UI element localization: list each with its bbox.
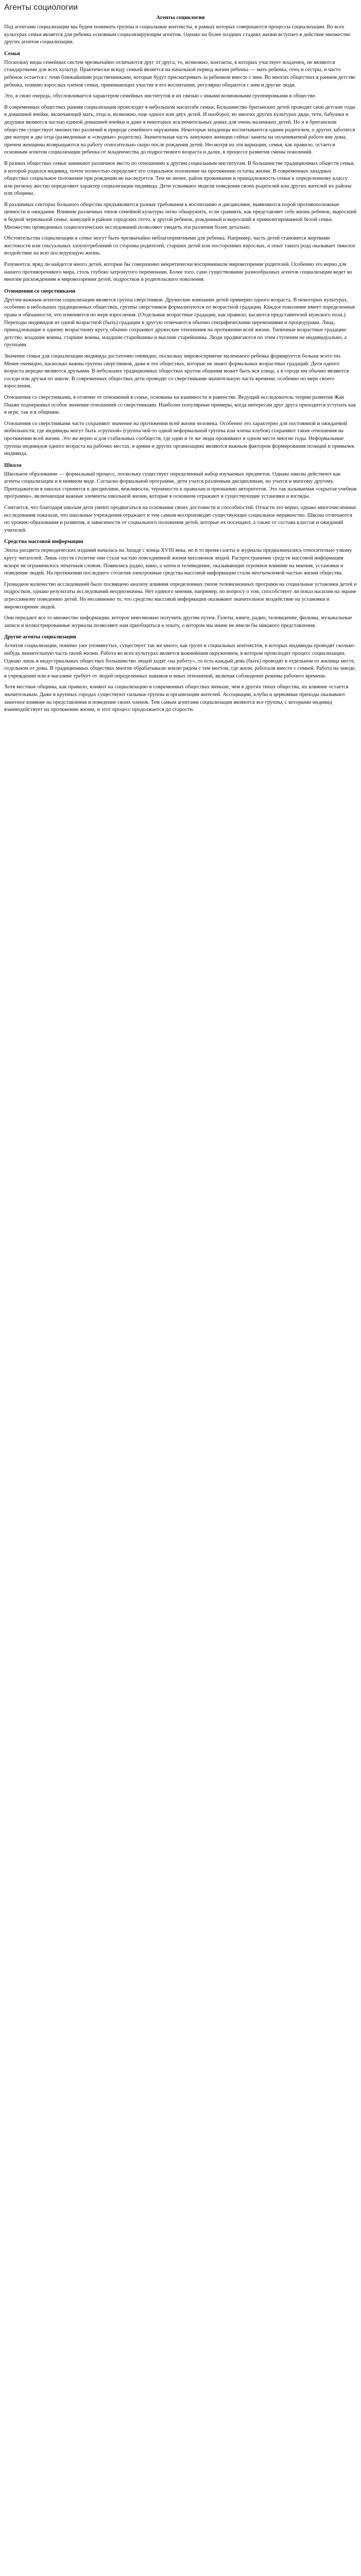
- section-heading: Семья: [4, 50, 20, 57]
- paragraph: Обстоятельства социализации в семье могут быть чрезвычайно неблагоприятными для ребенка. Например, часть детей становятся жертвами жестокости или сексуальных злоупотреблений со стороны родителей, старших детей или посторонних взрослых, и опыт такого рода оказывает тяжелое воздействие на всю последующую жизнь.: [4, 235, 356, 257]
- paragraph: Громадное количество исследований было посвящено анализу влияния определенных типов телевизионных программ на социальные установки детей и подростков, однако результаты исследований неоднозначны. Нет единого мнения, например, по вопросу о том, способствует ли показ насилия на экране агрессивному поведению детей. Но несомненно то, что средства массовой информации оказывают значительное воздействие на установки и мировоззрение людей.: [4, 581, 357, 610]
- paragraph: В различных секторах большого общества предъявляются разные требования к воспитанию и дисциплине, выявляются порой противоположные ценности и ожидания. Влияние различных типов семейной культуры легко обнаружить, если сравнить, как представляет себе жизнь ребенок, выросший в бедной черномазой семье, живущей в районе городских гетто, и другой ребенок, рожденный и выросший в привилегированной белой семье. Множество проведенных социологических исследований позволяют увидеть эти различия более детально.: [4, 201, 357, 230]
- paragraph: Поскольку виды семейных систем чрезвычайно отличаются друг от друга, то, возможно, контакты, в которых участвует младенец, не являются стандартными для всех культур. Практически всюду семьей является на начальной период жизни ребенка — мать ребенка, отец и сестры, и часто ребенок остается с теми ближайшими родственниками, которые будут присматривать за ребенком вместе с ним. Во многих обществах в раннем детстве ребенка, помимо взрослых членов семьи, принимающих участие в его воспитании, регулярно общаются с ним и другие люди.: [4, 59, 356, 88]
- paragraph: Эпоха расцвета периодических изданий началась на Западе с конца XVIII века, но в то время газеты и журналы предназначались относительно узкому кругу читателей. Лишь спустя столетие они стали частью повседневной жизни миллионов людей. Распространение средств массовой информации вскоре не ограничилось печатным словом. Появились радио, кино, а затем и телевидение, оказывающие огромное влияние на мнения, установки и поведение людей. На протяжении последнего столетия электронные средства массовой информации стали неотъемлемой частью жизни общества.: [4, 548, 352, 577]
- paragraph: Хотя местные общины, как правило, влияют на социализацию в современных обществах меньше, чем в других типах общества, их влияние остается значительным. Даже в крупных городах существуют сильные группы и организации жителей. Ассоциации, клубы и церковные приходы оказывают заметное влияние на представления и поведение своих членов. Тем самым агентами социализации являются все группы, с которыми индивид взаимодействует на протяжении жизни, и этот процесс продолжается до старости.: [4, 684, 349, 713]
- paragraph: Школьное образование — формальный процесс, поскольку существует определенный набор изучаемых предметов. Однако школы действуют как агенты социализации и в неявном виде. Согласно формальной программе, дети учатся различным дисциплинам, но учатся и многому другому. Преподаватели в школах стремятся к дисциплине, вежливости, терпимости к правилам и признанию авторитетов. Это так называемая «скрытая учебная программа», включающая важные элементы школьной жизни, которые в основном отражают в существующие установки и взгляды.: [4, 471, 357, 500]
- section-heading: Школа: [4, 462, 22, 468]
- paragraph: Они передают все то множество информации, которое невозможно получить другим путем. Газеты, книги, радио, телевидение, фильмы, музыкальные записи и иллюстрированные журналы позволяют нам приобщиться к опыту, о котором мы иначе не имели бы никакого представления.: [4, 615, 352, 629]
- paragraph: Другим важным агентом социализации является группа сверстников. Дружеские компании детей примерно одного возраста. В некоторых культурах, особенно в небольших традиционных обществах, группы сверстников формализуются по возрастной градации. Каждое поколение имеет определенные права и обязанности, что изменяется по мере взросления. (Отдельные возрастные градации, как правило, касаются представителей мужского пола.) Переходы индивидов из одной возрастной (быть) градации в другую отмечаются обычно специфическими церемониями и процедурами. Лица, принадлежащие к одному возрастному кругу, обычно сохраняют дружеские отношения на протяжении всей жизни. Типичные возрастные градации: детство, младшие воины, старшие воины, младшие старейшины и высшие старейшины. Люди продвигаются по этим ступеням не индивидуально, а группами.: [4, 297, 355, 348]
- paragraph: Считается, что благодаря школам дети умеют продвигаться на основании своих достоинств и способностей. Отчасти это верно, однако многочисленные исследования показали, что школьные учреждения отражают и тем самым воспроизводят существующее социальное неравенство. Школы отличаются по уровню образования и развития, в зависимости от социального положения детей, которые их посещают, а также от состава классов и ожиданий учителей.: [4, 505, 356, 533]
- paragraph: Это, в свою очередь, обусловливается характером семейных институтов и их связью с иными возможными группировками в обществе.: [4, 93, 317, 99]
- paragraph: Под агентами социализации мы будем понимать группы и социальные контексты, в рамках которых совершаются процессы социализации. Во всех культурах семья является для ребенка основным социализирующим агентом. Однако на более поздних стадиях жизни вступает в действие множество других агентов социализации.: [4, 24, 351, 45]
- section-heading: Другие агенты социализации: [4, 634, 76, 640]
- paragraph: В современных обществах ранняя социализация происходит в небольшом масштабе семьи. Большинство британских детей проводят свои детские годы в домашней ячейке, включающей мать, отца и, возможно, еще одного или двух детей. И наоборот, во многих других культурах дяди, тети, бабушки и дедушки являются частью единой домашней ячейки и даже в некоторых исключительных домах для очень маленьких детей. Но и в британском обществе существует множество различий в природе семейного окружения. Некоторые младенцы воспитываются одним родителем, о других заботятся две матери и два отца (разведенные и «сводные» родители). Значительная часть замужних женщин сейчас заняты на оплачиваемой работе вне дома, причем женщины возвращаются на работу относительно скоро после рождения детей. Несмотря на эти вариации, семья, как правило, остается основным агентом социализации ребенка от младенчества до подросткового возраста и далее, в процессе развития смены поколений.: [4, 104, 355, 156]
- section-heading: Отношения со сверстниками: [4, 288, 76, 294]
- paragraph: Агентов социализации, помимо уже упомянутых, существует так же много, как групп и социальных контекстов, в которых индивиды проводят сколько-нибудь значительную часть своей жизни. Работа во всех культурах является важнейшим окружением, в котором происходит процесс социализации. Однако лишь в индустриальных обществах большинство людей ходят «на работу», то есть каждый день (быть) проводят в отдельном от жилища месте, отдельном от дома. В традиционных обществах многие обрабатывали землю рядом с тем местом, где жили, работали вместе с семьей. Работа на заводе, в учреждении или в магазине требует от людей определенных навыков и иных отношений, включая соблюдение режима рабочего времени.: [4, 643, 356, 679]
- document-section: [4, 538, 357, 630]
- paragraph: Отношения со сверстниками, в отличие от отношений в семье, основаны на взаимности и равенстве. Ведущий исследователь теории развития Жан Пиаже подчеркивал особое значение отношений со сверстниками. Наиболее популярные примеры, когда интересам друг друга приходится уступать как в игре, так и в общении.: [4, 394, 356, 416]
- paragraph: Отношения со сверстниками часто сохраняют значение на протяжении всей жизни человека. Особенно это характерно для постоянной и ожидаемой мобильности, где индивиды могут быть «группой» (группа чей-то одной неформальной группы или члены клубов) сохраняют такие отношения на протяжении всей жизни. Это же верно и для стабильных сообществ, где одни и те же люди проживают в одном месте многие годы. Неформальные группы индивидов одного возраста на рабочих местах, в армии и других организациях являются важным фактором формирования позиций и привычек индивида.: [4, 420, 355, 457]
- document-body: [4, 24, 357, 714]
- section-heading: Средства массовой информации: [4, 539, 83, 545]
- document-section: [4, 24, 357, 46]
- document-title: Агенты социологии: [156, 15, 205, 21]
- page-title: Агенты социологии: [4, 3, 78, 12]
- document-section: [4, 462, 357, 535]
- document-section: [4, 634, 357, 714]
- document-section: [4, 50, 357, 284]
- document-section: [4, 288, 357, 458]
- paragraph: В разных обществах семьи занимают различное место по отношению к другим социальным институтам. В большинстве традиционных обществ семья, в которой родился индивид, почти полностью определяет его социальное положение на протяжении остатка жизни. В современных западных обществах социальное положение при рождении не наследуется. Тем не менее, район проживания и принадлежность семьи к определенному классу или региону жестко определяют характер социализации индивида. Дети усваивают модели поведения своих родителей или других жителей их района или общины.: [4, 160, 355, 197]
- paragraph: Разумеется, вряд ли найдется много детей, которые бы совершенно некритически воспринимали мировоззрение родителей. Особенно это верно для нашего противоречивого мира, столь глубоко затронутого переменами. Более того, само существование разнообразных агентов социализации ведет ко многим расхождениям в мировоззрении детей, подростков и родительского поколения.: [4, 262, 352, 283]
- paragraph: Значение семьи для социализации индивида достаточно очевидно, поскольку мировосприятие маленького ребенка формируется больше всего ею. Менее очевидно, насколько важны группы сверстников, даже в тех обществах, которые не знают формальных возрастных градаций. Дети одного возраста нередко являются друзьями. В небольших традиционных обществах кругом общения может быть вся улица, а в городе им обычно являются соседи или друзья по школе. В современных обществах дети проводят со сверстниками значительную часть времени, особенно по мере своего взросления.: [4, 353, 349, 389]
- document: [0, 0, 361, 725]
